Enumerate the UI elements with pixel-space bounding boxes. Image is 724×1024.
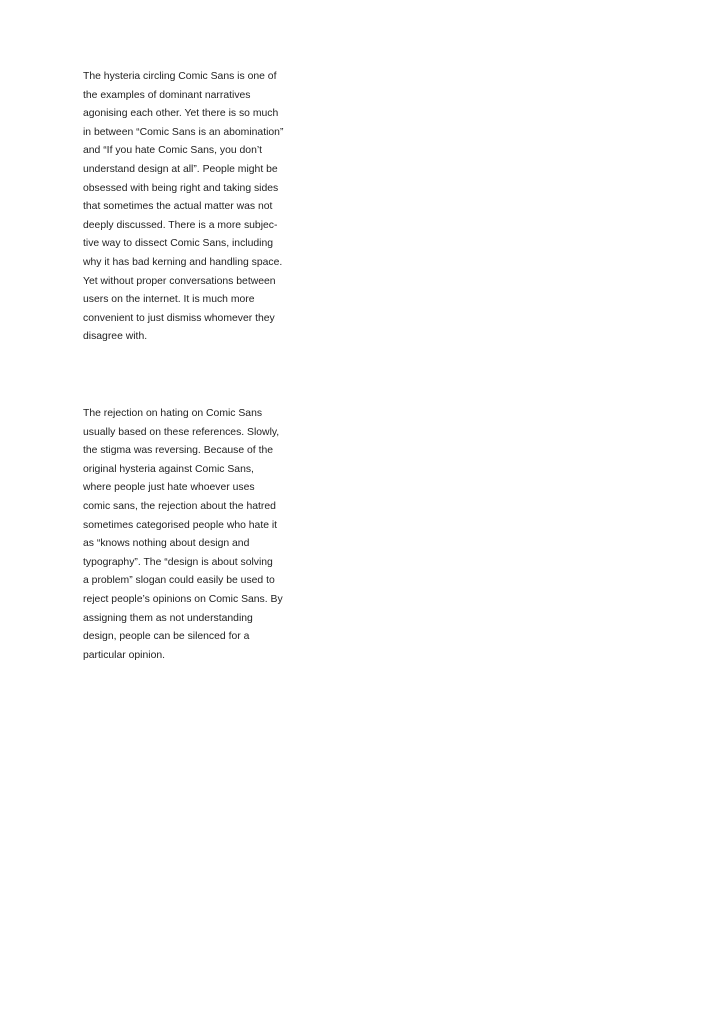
paragraph-line: the stigma was reversing. Because of the <box>83 445 274 457</box>
paragraph-line: and “If you hate Comic Sans, you don’t <box>83 145 263 157</box>
paragraph-line: as “knows nothing about design and <box>83 538 250 550</box>
paragraph-line: comic sans, the rejection about the hatred <box>83 500 276 512</box>
paragraph-line: particular opinion. <box>83 649 166 661</box>
paragraph-line: in between “Comic Sans is an abomination” <box>83 126 284 138</box>
paragraph-line: Yet without proper conversations between <box>83 275 276 287</box>
paragraph-line: disagree with. <box>83 331 148 343</box>
paragraph-line: that sometimes the actual matter was not <box>83 201 273 213</box>
paragraph-line: reject people’s opinions on Comic Sans. By <box>83 593 283 605</box>
paragraph-line: deeply discussed. There is a more subjec- <box>83 219 278 231</box>
paragraph-line: original hysteria against Comic Sans, <box>83 463 254 475</box>
paragraph-line: assigning them as not understanding <box>83 612 253 624</box>
paragraph-line: the examples of dominant narratives <box>83 89 251 101</box>
paragraph-line: convenient to just dismiss whomever they <box>83 312 275 324</box>
paragraph-line: users on the internet. It is much more <box>83 294 255 306</box>
paragraph-line: understand design at all”. People might be <box>83 163 278 175</box>
paragraph-line: The rejection on hating on Comic Sans <box>83 408 263 419</box>
paragraph-line: a problem” slogan could easily be used to <box>83 575 275 587</box>
paragraph-hysteria <box>83 68 323 347</box>
paragraph-line: The hysteria circling Comic Sans is one of <box>83 71 277 82</box>
paragraph-line: design, people can be silenced for a <box>83 631 250 643</box>
paragraph-line: tive way to dissect Comic Sans, including <box>83 238 273 250</box>
paragraph-line: why it has bad kerning and handling space. <box>83 256 283 268</box>
paragraph-line: typography”. The “design is about solving <box>83 556 273 568</box>
paragraph-line: obsessed with being right and taking sides <box>83 182 279 194</box>
paragraph-line: agonising each other. Yet there is so much <box>83 108 279 120</box>
paragraph-line: usually based on these references. Slowly, <box>83 426 280 438</box>
paragraph-line: sometimes categorised people who hate it <box>83 519 278 531</box>
paragraph-rejection <box>83 405 323 665</box>
paragraph-line: where people just hate whoever uses <box>83 482 255 494</box>
